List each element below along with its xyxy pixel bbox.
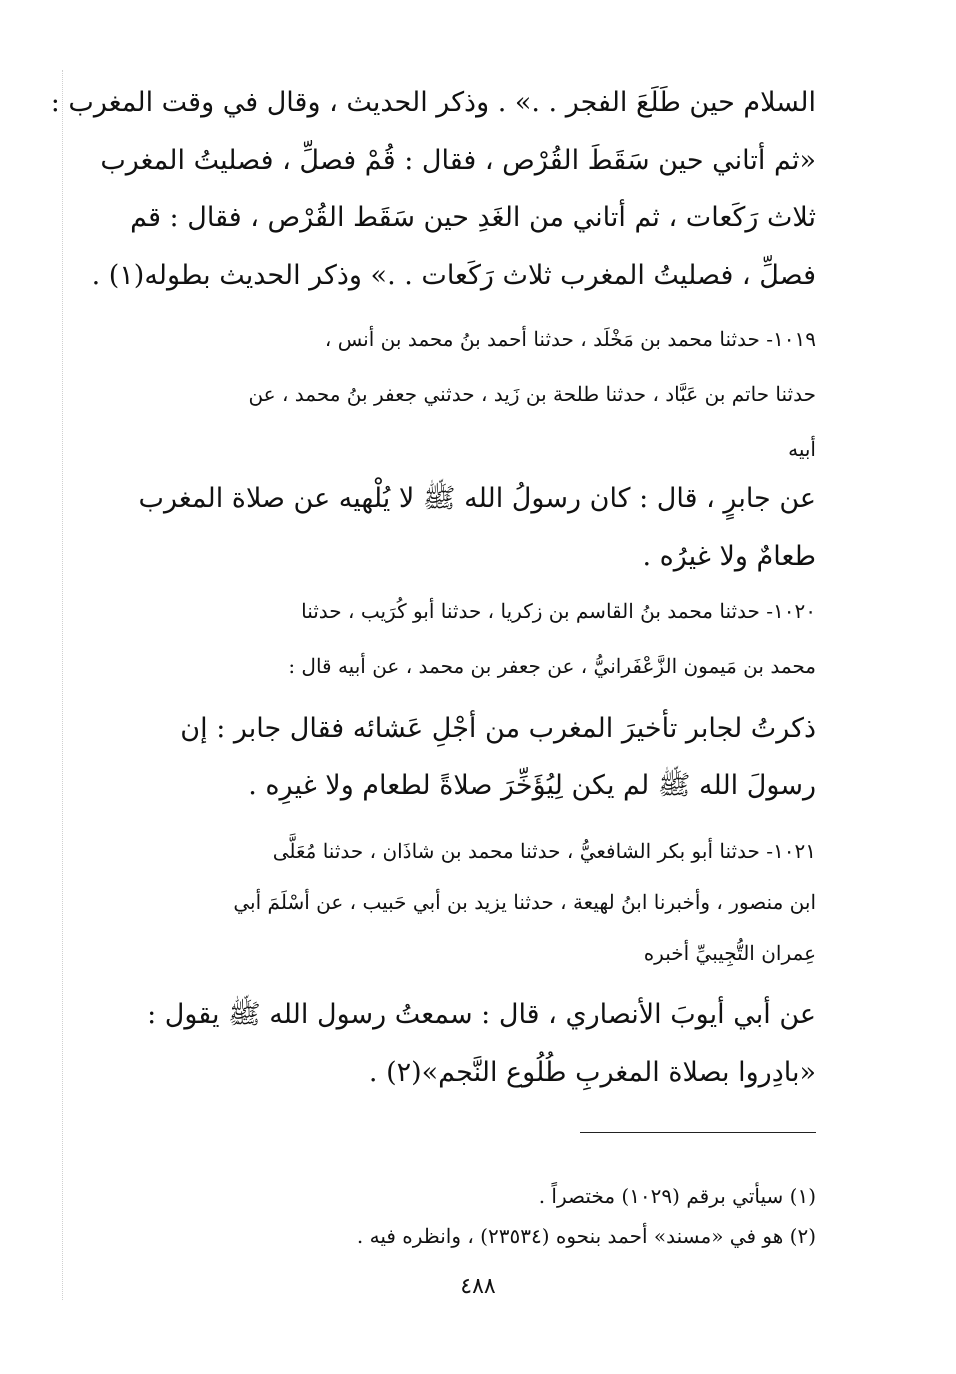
matn-1021 bbox=[120, 986, 816, 1102]
text-line: «ثم أتاني حين سَقَطَ القُرْص ، فقال : قُمْ فصلِّ ، فصليتُ المغرب bbox=[100, 144, 816, 176]
text-line: عِمران التُّجِيبيِّ أخبره bbox=[643, 941, 816, 965]
text-line: طعامٌ ولا غيرُه . bbox=[642, 541, 816, 572]
text-line: ابن منصور ، وأخبرنا ابنُ لهيعة ، حدثنا يزيد بن أبي حَبيب ، عن أسْلَمَ أبي bbox=[233, 890, 816, 914]
matn-1019 bbox=[120, 470, 816, 586]
text-line: ١٠٢٠- حدثنا محمد بنُ القاسم بن زكريا ، حدثنا أبو كُرَيب ، حدثنا bbox=[301, 599, 816, 623]
text-line: أبيه bbox=[788, 437, 816, 461]
footnote: (١) سيأتي برقم (١٠٢٩) مختصراً . bbox=[538, 1184, 816, 1208]
text-line: رسولَ الله ﷺ لم يكن لِيُؤَخِّرَ صلاةً لطعام ولا غيرِه . bbox=[248, 770, 816, 801]
text-line: حدثنا حاتم بن عَبَّاد ، حدثنا طلحة بن زَيد ، حدثني جعفر بنُ محمد ، عن bbox=[248, 382, 816, 406]
text-line: ١٠٢١- حدثنا أبو بكر الشافعيُّ ، حدثنا محمد بن شاذَان ، حدثنا مُعَلَّى bbox=[272, 839, 816, 863]
text-line: محمد بن مَيمون الزَّعْفَرانيُّ ، عن جعفر بن محمد ، عن أبيه قال : bbox=[288, 654, 816, 678]
margin-guide-line bbox=[62, 70, 63, 1300]
text-line: ذكرتُ لجابر تأخيرَ المغرب من أجْلِ عَشائه فقال جابر : إن bbox=[180, 713, 816, 744]
isnad-1020 bbox=[120, 584, 816, 694]
page-number: ٤٨٨ bbox=[460, 1274, 496, 1299]
text-line: عن أبي أيوبَ الأنصاري ، قال : سمعتُ رسول الله ﷺ يقول : bbox=[147, 999, 816, 1030]
footnote: (٢) هو في «مسند» أحمد بنحوه (٢٣٥٣٤) ، وانظره فيه . bbox=[356, 1224, 816, 1248]
text-line: فصلِّ ، فصليتُ المغرب ثلاث رَكَعات . .» وذكر الحديث بطوله(١) . bbox=[91, 259, 816, 291]
matn-1020 bbox=[120, 700, 816, 814]
paragraph-continuation bbox=[50, 74, 816, 304]
text-line: ثلاث رَكَعات ، ثم أتاني من الغَدِ حين سَقَط القُرْص ، فقال : قم bbox=[130, 202, 816, 233]
isnad-1021 bbox=[120, 826, 816, 979]
text-line: «بادِروا بصلاة المغربِ طُلُوع النَّجم»(٢) . bbox=[368, 1057, 816, 1088]
text-line: عن جابرٍ ، قال : كان رسولُ الله ﷺ لا يُلْهيه عن صلاة المغرب bbox=[138, 483, 816, 514]
footnotes bbox=[120, 1176, 816, 1256]
text-line: ١٠١٩- حدثنا محمد بن مَخْلَد ، حدثنا أحمد بنُ محمد بن أنس ، bbox=[324, 327, 816, 351]
text-line: السلام حين طَلَعَ الفجر . .» . وذكر الحديث ، وقال في وقت المغرب : bbox=[50, 87, 816, 118]
isnad-1019 bbox=[120, 312, 816, 477]
footnote-separator bbox=[580, 1132, 816, 1133]
